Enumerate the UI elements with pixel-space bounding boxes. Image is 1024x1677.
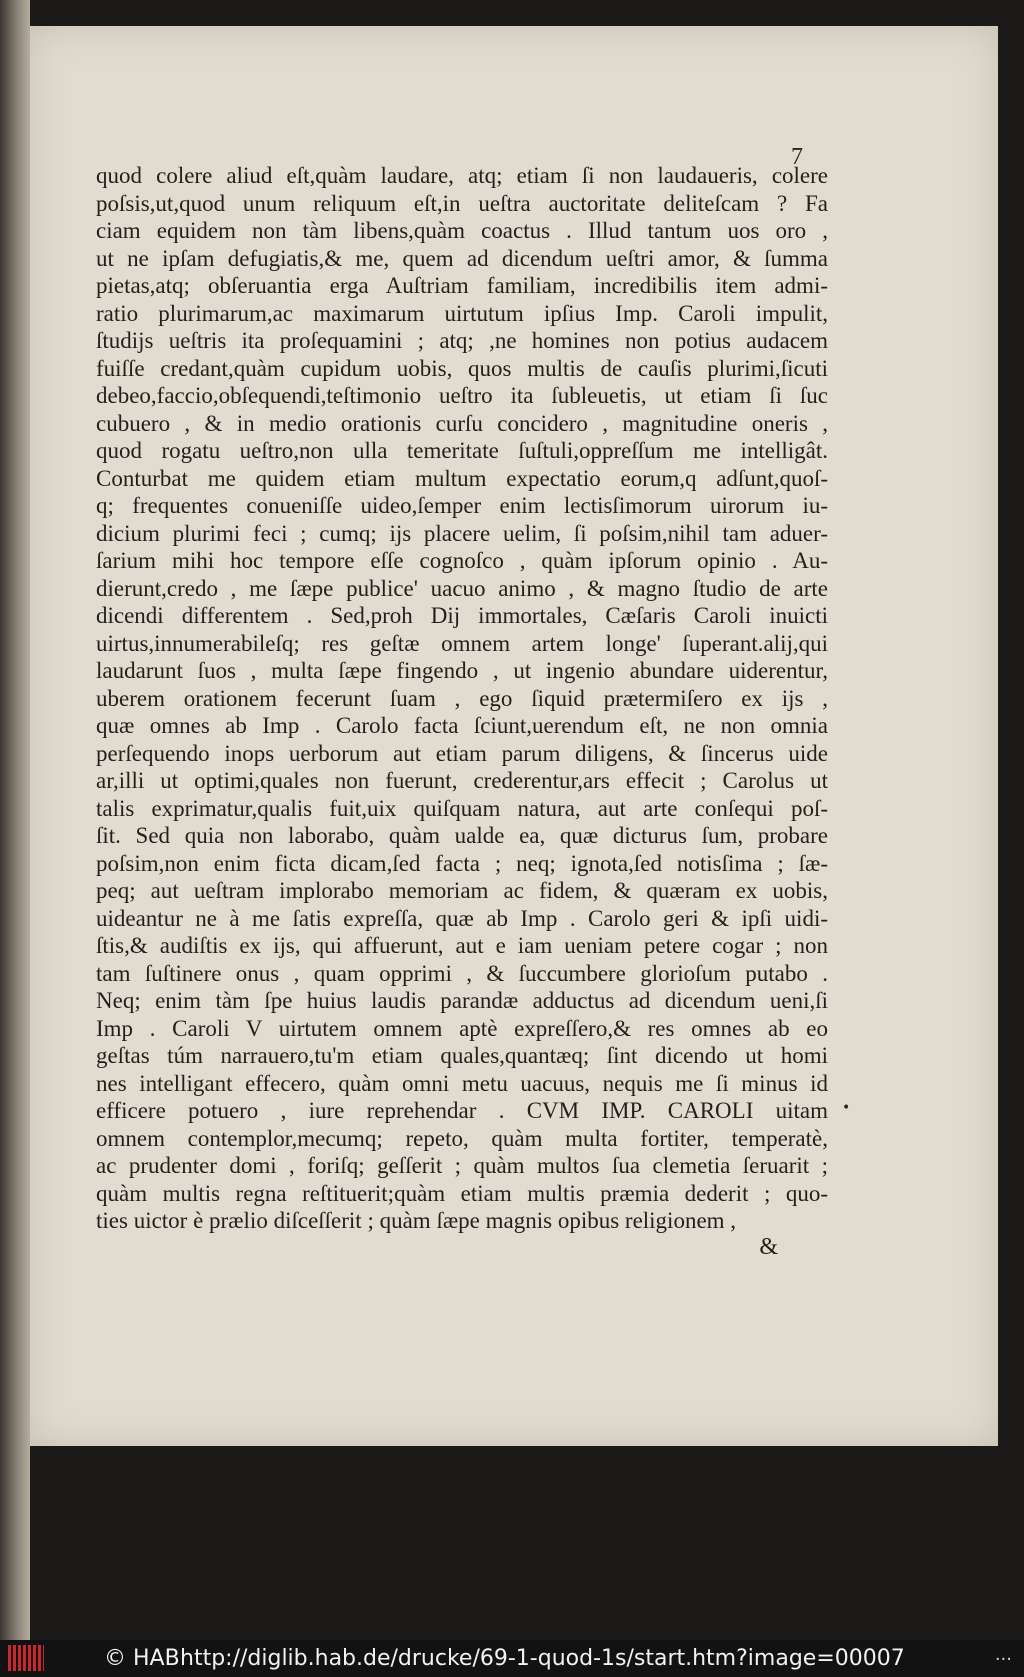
text-line: Imp . Caroli V uirtutem omnem aptè expreſſero,& res omnes ab eo [96, 1015, 828, 1041]
text-line: ſtis,& audiſtis ex ijs, qui affuerunt, aut e iam ueniam petere cogar ; non [96, 933, 828, 958]
text-line: perſequendo inops uerborum aut etiam parum diligens, & ſincerus uide [96, 740, 828, 766]
text-line: ac prudenter domi , foriſq; geſſerit ; quàm multos ſua clemetia ſeruarit ; [96, 1153, 828, 1178]
text-line: quæ omnes ab Imp . Carolo facta ſciunt,uerendum eſt, ne non omnia [96, 713, 828, 738]
text-line: Conturbat me quidem etiam multum expectatio eorum,q adſunt,quoſ- [96, 465, 828, 491]
text-line: poſsis,ut,quod unum reliquum eſt,in ueſtra auctoritate deliteſcam ? Fa [96, 190, 828, 216]
scanned-page [30, 26, 998, 1446]
page-body-text [96, 162, 828, 1235]
text-line: ciam equidem non tàm libens,quàm coactus . Illud tantum uos oro , [96, 218, 828, 243]
text-line: Neq; enim tàm ſpe huius laudis parandæ adductus ad dicendum ueni,ſi [96, 988, 828, 1013]
text-line: tam ſuſtinere onus , quam opprimi , & ſuccumbere glorioſum putabo . [96, 960, 828, 986]
text-line: pietas,atq; obſeruantia erga Auſtriam familiam, incredibilis item admi- [96, 273, 828, 298]
text-line: geſtas túm narrauero,tu'm etiam quales,quantæq; ſint dicendo ut homi [96, 1043, 828, 1068]
text-line: efficere potuero , iure reprehendar . CVM IMP. CAROLI uitam [96, 1098, 828, 1123]
text-line: ut ne ipſam defugiatis,& me, quem ad dicendum ueſtri amor, & ſumma [96, 245, 828, 271]
viewer-footer-bar [0, 1640, 1024, 1677]
text-line: q; frequentes conueniſſe uideo,ſemper enim lectisſimorum uirorum iu- [96, 493, 828, 518]
text-line: laudarunt ſuos , multa ſæpe fingendo , ut ingenio abundare uiderentur, [96, 658, 828, 683]
text-line: dicium plurimi feci ; cumq; ijs placere uelim, ſi poſsim,nihil tam aduer- [96, 520, 828, 546]
text-line: dierunt,credo , me ſæpe publice' uacuo animo , & magno ſtudio de arte [96, 575, 828, 601]
text-line: ſit. Sed quia non laborabo, quàm ualde ea, quæ dicturus ſum, probare [96, 823, 828, 848]
text-line: uideantur ne à me ſatis expreſſa, quæ ab Imp . Carolo geri & ipſi uidi- [96, 905, 828, 931]
text-line: ſarium mihi hoc tempore eſſe cognoſco , quàm ipſorum opinio . Au- [96, 548, 828, 573]
text-line: peq; aut ueſtram implorabo memoriam ac fidem, & quæram ex uobis, [96, 878, 828, 903]
text-line: talis exprimatur,qualis fuit,uix quiſquam natura, aut arte conſequi poſ- [96, 795, 828, 821]
barcode-logo-icon [8, 1645, 44, 1671]
book-spine-edge [0, 0, 30, 1640]
text-line: ties uictor è prælio diſceſſerit ; quàm ſæpe magnis opibus religionem , [96, 1208, 737, 1233]
catchword: & [759, 1234, 778, 1260]
text-line: ar,illi ut optimi,quales non fuerunt, crederentur,ars effecit ; Carolus ut [96, 768, 828, 793]
source-url-link[interactable]: http://diglib.hab.de/drucke/69-1-quod-1s/start.htm?image=00007 [180, 1646, 905, 1671]
text-line: uberem orationem fecerunt ſuam , ego ſiquid prætermiſero ex ijs , [96, 685, 828, 711]
text-line: omnem contemplor,mecumq; repeto, quàm multa fortiter, temperatè, [96, 1125, 828, 1151]
text-line: quàm multis regna reſtituerit;quàm etiam multis præmia dederit ; quo- [96, 1180, 828, 1206]
page-number: 7 [791, 144, 803, 170]
text-line: cubuero , & in medio orationis curſu concidero , magnitudine oneris , [96, 410, 828, 436]
text-line: quod rogatu ueſtro,non ulla temeritate ſuſtuli,oppreſſum me intelligât. [96, 438, 828, 463]
copyright-credit: © HAB [104, 1646, 180, 1671]
text-line: poſsim,non enim ficta dicam,ſed facta ; neq; ignota,ſed notisſima ; ſæ- [96, 850, 828, 876]
text-line: uirtus,innumerabileſq; res geſtæ omnem artem longe' ſuperant.alij,qui [96, 630, 828, 656]
text-line: fuiſſe credant,quàm cupidum uobis, quos multis de cauſis plurimi,ſicuti [96, 355, 828, 381]
text-line: nes intelligant effecero, quàm omni metu uacuus, nequis me ſi minus id [96, 1070, 828, 1096]
margin-mark: • [842, 1100, 851, 1116]
text-line: ſtudijs ueſtris ita proſequamini ; atq; ,ne homines non potius audacem [96, 328, 828, 353]
text-line: ratio plurimarum,ac maximarum uirtutum ipſius Imp. Caroli impulit, [96, 300, 828, 326]
more-options-button[interactable]: ... [994, 1644, 1012, 1665]
text-line: debeo,faccio,obſequendi,teſtimonio ueſtro ita ſubleuetis, ut etiam ſi ſuc [96, 383, 828, 408]
text-line: quod colere aliud eſt,quàm laudare, atq; etiam ſi non laudaueris, colere [96, 163, 828, 188]
text-line: dicendi differentem . Sed,proh Dij immortales, Cæſaris Caroli inuicti [96, 603, 828, 628]
